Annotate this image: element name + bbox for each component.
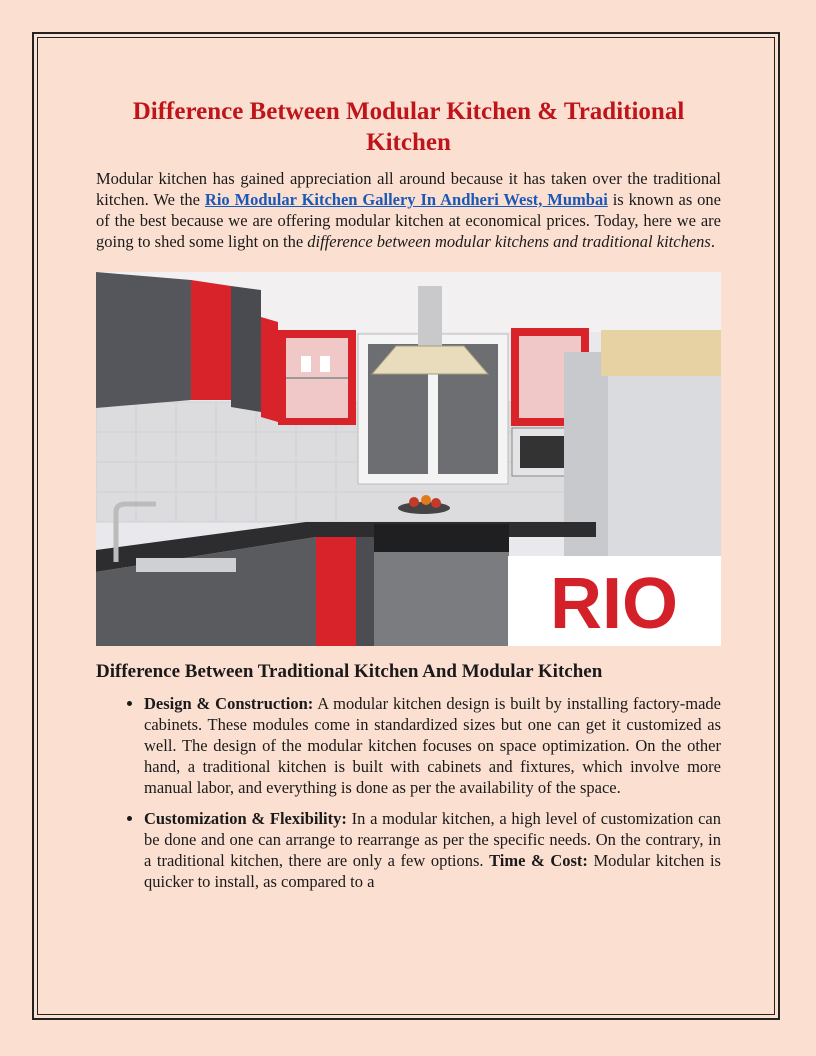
- kitchen-illustration: [96, 272, 721, 646]
- intro-text-after: .: [710, 232, 715, 251]
- list-item: [144, 808, 721, 892]
- point-text: A modular kitchen design is built by installing factory-made cabinets. These modules come in standardized sizes but one can get it customized as well. The design of the modular kitchen focuses on space optimization. On the other hand, a traditional kitchen is built with cabinets and fixtures, which involve more manual labor, and everything is done as per the availability of the space.: [144, 694, 721, 797]
- intro-paragraph: [96, 168, 721, 252]
- point-label: Customization & Flexibility:: [144, 809, 347, 828]
- point-text-secondary: Modular kitchen is quicker to install, as compared to a: [144, 851, 721, 891]
- page-title: Difference Between Modular Kitchen & Traditional Kitchen: [132, 98, 685, 156]
- point-text: In a modular kitchen, a high level of customization can be done and one can arrange to rearrange as per the specific needs. On the contrary, in a traditional kitchen, there are only a few options.: [144, 809, 721, 870]
- intro-emphasis: difference between modular kitchens and traditional kitchens: [307, 232, 711, 251]
- kitchen-photo: [96, 272, 721, 646]
- section-heading: Difference Between Traditional Kitchen And Modular Kitchen: [96, 661, 603, 682]
- rio-logo: RIO: [549, 564, 679, 644]
- intro-text-before: Modular kitchen has gained appreciation all around because it has taken over the traditional kitchen. We the: [96, 169, 721, 209]
- list-item: [144, 693, 721, 798]
- gallery-link[interactable]: Rio Modular Kitchen Gallery In Andheri West, Mumbai: [204, 190, 608, 209]
- document-content: [96, 96, 721, 902]
- point-label: Design & Construction:: [144, 694, 314, 713]
- point-label-secondary: Time & Cost:: [489, 851, 588, 870]
- differences-list: [96, 693, 721, 892]
- intro-text-middle: is known as one of the best because we are offering modular kitchen at economical prices. Today, here we are going to shed some light on the: [96, 190, 721, 251]
